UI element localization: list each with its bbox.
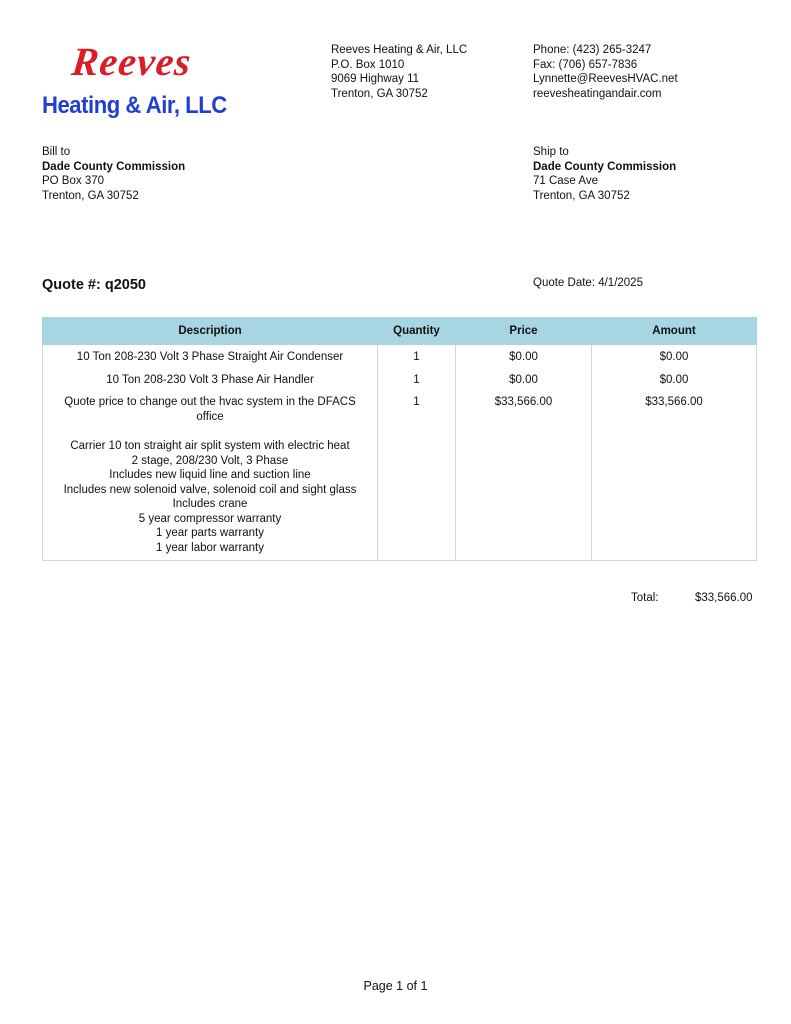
table-row: [43, 345, 757, 368]
description-line: 1 year labor warranty: [155, 541, 265, 554]
row-price: $33,566.00: [456, 390, 592, 561]
description-line: Includes new liquid line and suction line: [109, 469, 311, 481]
description-line: office: [196, 410, 224, 423]
column-header-price: Price: [456, 318, 592, 345]
company-website[interactable]: reevesheatingandair.com: [533, 87, 662, 100]
description-line: 1 year parts warranty: [155, 527, 264, 539]
row-quantity: 1: [378, 345, 456, 368]
row-quantity: 1: [378, 368, 456, 391]
quote-number: Quote #: q2050: [42, 277, 146, 293]
bill-to-block: [42, 145, 185, 203]
ship-to-line2: Trenton, GA 30752: [533, 189, 630, 202]
quote-date: Quote Date: 4/1/2025: [533, 277, 643, 289]
ship-to-line1: 71 Case Ave: [533, 175, 599, 187]
total-value: $33,566.00: [695, 592, 753, 604]
row-description: [43, 345, 378, 368]
row-price: $0.00: [456, 368, 592, 391]
line-items-table: [42, 317, 757, 561]
logo-heating-air-wordmark: Heating & Air, LLC: [42, 92, 227, 119]
description-line: 10 Ton 208-230 Volt 3 Phase Straight Air Condenser: [76, 351, 344, 363]
company-address-line2: 9069 Highway 11: [331, 73, 420, 85]
page-number: Page 1 of 1: [363, 979, 428, 993]
description-line: 10 Ton 208-230 Volt 3 Phase Air Handler: [106, 373, 314, 386]
company-address-line1: P.O. Box 1010: [331, 58, 405, 71]
company-contact: [533, 43, 678, 101]
column-header-quantity: Quantity: [378, 318, 456, 345]
bill-to-line2: Trenton, GA 30752: [42, 189, 139, 202]
table-row: [43, 368, 757, 391]
description-line: Carrier 10 ton straight air split system with electric heat: [70, 440, 350, 452]
ship-to-block: [533, 145, 676, 203]
row-amount: $33,566.00: [592, 390, 757, 561]
company-fax: Fax: (706) 657-7836: [533, 58, 638, 71]
row-quantity: 1: [378, 390, 456, 561]
ship-to-name: Dade County Commission: [533, 160, 677, 173]
row-description: [43, 368, 378, 391]
company-phone: Phone: (423) 265-3247: [533, 44, 652, 56]
row-description: [43, 390, 378, 561]
description-line: Includes new solenoid valve, solenoid coil and sight glass: [63, 483, 357, 496]
description-line: Includes crane: [172, 498, 248, 510]
ship-to-label: Ship to: [533, 146, 569, 158]
description-line: 5 year compressor warranty: [138, 512, 282, 525]
company-address-line3: Trenton, GA 30752: [331, 87, 428, 100]
logo-reeves-wordmark: Reeves: [69, 39, 194, 84]
description-line: 2 stage, 208/230 Volt, 3 Phase: [131, 454, 289, 467]
company-address: [331, 43, 467, 101]
bill-to-name: Dade County Commission: [42, 160, 186, 173]
row-price: $0.00: [456, 345, 592, 368]
bill-to-line1: PO Box 370: [42, 175, 105, 187]
bill-to-label: Bill to: [42, 146, 71, 158]
table-row: [43, 390, 757, 561]
row-amount: $0.00: [592, 345, 757, 368]
description-line: Quote price to change out the hvac system in the DFACS: [64, 396, 356, 408]
description-spacer: [47, 424, 373, 439]
company-name: Reeves Heating & Air, LLC: [331, 44, 468, 56]
column-header-description: Description: [43, 318, 378, 345]
company-email[interactable]: Lynnette@ReevesHVAC.net: [533, 73, 678, 85]
table-header-row: [43, 318, 757, 345]
total-label: Total:: [631, 592, 659, 604]
column-header-amount: Amount: [592, 318, 757, 345]
row-amount: $0.00: [592, 368, 757, 391]
